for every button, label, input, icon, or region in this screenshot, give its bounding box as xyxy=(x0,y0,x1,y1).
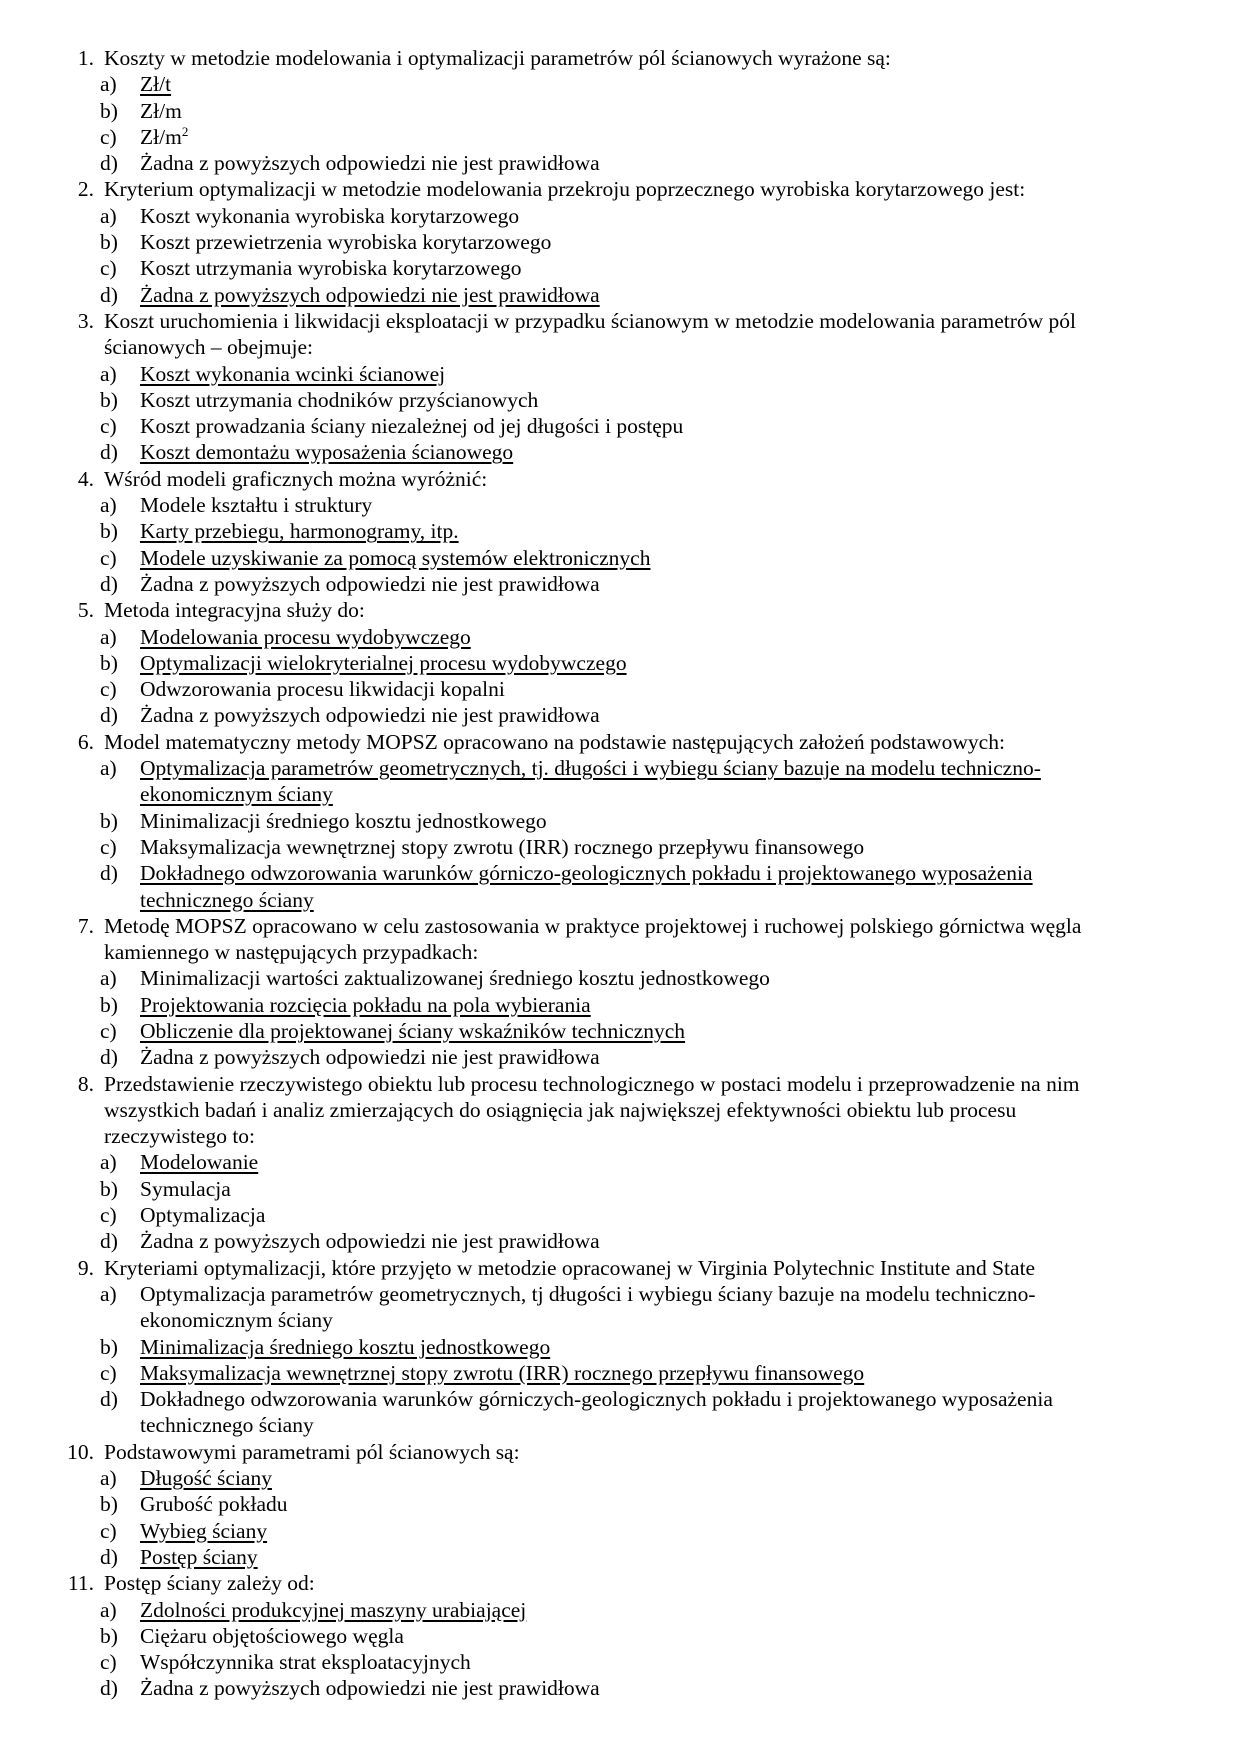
answer-letter: a) xyxy=(100,756,117,781)
answer-option-d xyxy=(0,702,1240,728)
answer-text: Maksymalizacja wewnętrznej stopy zwrotu (IRR) rocznego przepływu finansowego xyxy=(140,834,865,859)
question-3 xyxy=(0,308,1240,466)
answer-option-d xyxy=(0,1228,1240,1254)
answer-text-wrap xyxy=(140,545,1140,571)
answer-letter: a) xyxy=(100,966,117,991)
answer-letter: c) xyxy=(100,1518,117,1543)
answer-text-underlined: Postęp ściany xyxy=(140,1544,258,1569)
answer-letter: d) xyxy=(100,1387,118,1412)
answer-text: Koszt wykonania wyrobiska korytarzowego xyxy=(140,203,520,228)
answer-text-underlined: Optymalizacji wielokryterialnej procesu wydobywczego xyxy=(140,650,627,675)
question-7 xyxy=(0,913,1240,1071)
answer-letter: b) xyxy=(100,808,118,833)
answer-option-b xyxy=(0,229,1240,255)
answer-letter: a) xyxy=(100,72,117,97)
answer-option-d xyxy=(0,571,1240,597)
answer-option-c xyxy=(0,676,1240,702)
answer-option-c xyxy=(0,834,1240,860)
answer-option-b xyxy=(0,1176,1240,1202)
answer-letter: b) xyxy=(100,230,118,255)
answer-text-wrap xyxy=(140,1649,1140,1675)
answer-letter: c) xyxy=(100,1203,117,1228)
answer-text-wrap xyxy=(140,808,1140,834)
question-text: Podstawowymi parametrami pól ścianowych są: xyxy=(104,1439,520,1464)
answer-letter: c) xyxy=(100,1360,117,1385)
answer-letter: a) xyxy=(100,1281,117,1306)
answer-option-c xyxy=(0,1202,1240,1228)
answer-letter: b) xyxy=(100,650,118,675)
answer-text-underlined: Koszt demontażu wyposażenia ścianowego xyxy=(140,440,514,465)
question-line xyxy=(0,1570,1240,1596)
question-text: Koszty w metodzie modelowania i optymalizacji parametrów pól ścianowych wyrażone są: xyxy=(104,46,891,70)
answer-letter: d) xyxy=(100,1229,118,1254)
answer-text-wrap xyxy=(140,1518,1140,1544)
question-text: Przedstawienie rzeczywistego obiektu lub procesu technologicznego w postaci modelu i przeprowadzenie na nim wszystkich badań i analiz zmierzających do osiągnięcia jak największej efektywności obiektu lub procesu rzeczywistego to: xyxy=(104,1071,1080,1149)
question-line xyxy=(0,1071,1240,1150)
answer-text-wrap xyxy=(140,834,1140,860)
question-line xyxy=(0,913,1240,966)
answer-option-a xyxy=(0,1281,1240,1334)
answer-letter: a) xyxy=(100,1150,117,1175)
question-number: 6. xyxy=(77,729,94,754)
answer-text: Optymalizacja xyxy=(140,1203,266,1228)
answer-text: Żadna z powyższych odpowiedzi nie jest prawidłowa xyxy=(140,571,600,596)
answer-text-wrap xyxy=(140,650,1140,676)
answer-option-c xyxy=(0,1018,1240,1044)
answer-option-c xyxy=(0,413,1240,439)
answer-text-wrap xyxy=(140,439,1140,465)
answer-text-underlined: Długość ściany xyxy=(140,1466,272,1491)
question-number: 11. xyxy=(67,1571,94,1596)
answer-option-c xyxy=(0,1518,1240,1544)
question-text: Kryteriami optymalizacji, które przyjęto w metodzie opracowanej w Virginia Polytechnic Institute and State xyxy=(104,1255,1036,1280)
question-line xyxy=(0,729,1240,755)
answer-text: $Zł/m^2$ xyxy=(140,123,189,149)
answer-text: Koszt utrzymania chodników przyścianowych xyxy=(140,387,539,412)
answer-text-wrap xyxy=(140,1202,1140,1228)
answer-list xyxy=(0,71,1240,176)
answer-text-underlined: Projektowania rozcięcia pokładu na pola wybierania xyxy=(140,992,591,1017)
question-number: 7. xyxy=(77,913,94,938)
answer-option-d xyxy=(0,1386,1240,1439)
answer-option-d xyxy=(0,1044,1240,1070)
answer-text-underlined: Modelowania procesu wydobywczego xyxy=(140,624,471,649)
question-text: Wśród modeli graficznych można wyróżnić: xyxy=(104,466,488,491)
answer-letter: a) xyxy=(100,1466,117,1491)
question-number: 10. xyxy=(67,1439,94,1464)
answer-letter: c) xyxy=(100,834,117,859)
answer-letter: d) xyxy=(100,1544,118,1569)
question-line xyxy=(0,1255,1240,1281)
answer-text-wrap xyxy=(140,1044,1140,1070)
answer-letter: c) xyxy=(100,256,117,281)
answer-text-wrap xyxy=(140,1544,1140,1570)
answer-text-wrap xyxy=(140,1360,1140,1386)
answer-text-wrap xyxy=(140,492,1140,518)
answer-letter: d) xyxy=(100,440,118,465)
answer-text: Koszt prowadzania ściany niezależnej od jej długości i postępu xyxy=(140,414,684,439)
answer-option-b xyxy=(0,650,1240,676)
answer-letter: d) xyxy=(100,1045,118,1070)
question-4 xyxy=(0,466,1240,597)
answer-text-wrap xyxy=(140,1176,1140,1202)
answer-option-b xyxy=(0,1623,1240,1649)
answer-text-wrap xyxy=(140,860,1140,913)
question-number: 1. xyxy=(77,46,94,70)
answer-option-a xyxy=(0,624,1240,650)
answer-letter: b) xyxy=(100,992,118,1017)
answer-text: Żadna z powyższych odpowiedzi nie jest prawidłowa xyxy=(140,1676,600,1701)
superscript: 2 xyxy=(181,123,189,139)
answer-option-a xyxy=(0,1597,1240,1623)
answer-option-b xyxy=(0,387,1240,413)
answer-text-wrap xyxy=(140,1597,1140,1623)
answer-letter: c) xyxy=(100,414,117,439)
answer-text-wrap xyxy=(140,150,1140,176)
question-number: 8. xyxy=(77,1071,94,1096)
question-11 xyxy=(0,1570,1240,1701)
answer-letter: b) xyxy=(100,1334,118,1359)
answer-text: Ciężaru objętościowego węgla xyxy=(140,1623,404,1648)
answer-option-d xyxy=(0,150,1240,176)
answer-option-c xyxy=(0,124,1240,150)
answer-option-a xyxy=(0,203,1240,229)
answer-list xyxy=(0,755,1240,913)
answer-letter: d) xyxy=(100,703,118,728)
answer-letter: b) xyxy=(100,1176,118,1201)
answer-text-wrap xyxy=(140,1228,1140,1254)
question-list xyxy=(0,45,1240,1702)
answer-letter: b) xyxy=(100,1492,118,1517)
answer-letter: a) xyxy=(100,1597,117,1622)
question-2 xyxy=(0,176,1240,307)
answer-text-wrap xyxy=(140,124,1140,150)
question-line xyxy=(0,597,1240,623)
answer-letter: c) xyxy=(100,1018,117,1043)
answer-option-d xyxy=(0,282,1240,308)
answer-letter: b) xyxy=(100,98,118,123)
answer-option-d xyxy=(0,860,1240,913)
answer-option-b xyxy=(0,98,1240,124)
answer-text: Optymalizacja parametrów geometrycznych, tj długości i wybiegu ściany bazuje na modelu techniczno-ekonomicznym ściany xyxy=(140,1281,1036,1333)
question-text: Postęp ściany zależy od: xyxy=(104,1571,315,1596)
answer-letter: a) xyxy=(100,361,117,386)
question-line xyxy=(0,466,1240,492)
question-line xyxy=(0,45,1240,71)
answer-text-underlined: Koszt wykonania wcinki ścianowej xyxy=(140,361,446,386)
answer-text-wrap xyxy=(140,1623,1140,1649)
answer-text-wrap xyxy=(140,255,1140,281)
question-text: Metoda integracyjna służy do: xyxy=(104,598,365,623)
answer-option-b xyxy=(0,992,1240,1018)
answer-text-wrap xyxy=(140,1281,1140,1334)
answer-list xyxy=(0,1465,1240,1570)
question-8 xyxy=(0,1071,1240,1255)
answer-text-underlined: Żadna z powyższych odpowiedzi nie jest prawidłowa xyxy=(140,282,600,307)
answer-letter: c) xyxy=(100,124,117,149)
answer-text: Minimalizacji średniego kosztu jednostkowego xyxy=(140,808,547,833)
answer-list xyxy=(0,1149,1240,1254)
answer-text-wrap xyxy=(140,387,1140,413)
answer-option-d xyxy=(0,439,1240,465)
answer-option-a xyxy=(0,71,1240,97)
answer-text-wrap xyxy=(140,992,1140,1018)
answer-option-d xyxy=(0,1544,1240,1570)
answer-text-wrap xyxy=(140,965,1140,991)
question-number: 4. xyxy=(77,466,94,491)
answer-list xyxy=(0,624,1240,729)
answer-text: Żadna z powyższych odpowiedzi nie jest prawidłowa xyxy=(140,151,600,176)
question-1 xyxy=(0,45,1240,176)
answer-letter: b) xyxy=(100,1623,118,1648)
answer-text-wrap xyxy=(140,702,1140,728)
answer-text-wrap xyxy=(140,413,1140,439)
answer-text: Dokładnego odwzorowania warunków górniczych-geologicznych pokładu i projektowanego wyposażenia technicznego ściany xyxy=(140,1387,1053,1438)
answer-text-wrap xyxy=(140,755,1140,808)
answer-text-underlined: Maksymalizacja wewnętrznej stopy zwrotu (IRR) rocznego przepływu finansowego xyxy=(140,1360,865,1385)
answer-text: Koszt przewietrzenia wyrobiska korytarzowego xyxy=(140,230,552,255)
answer-letter: c) xyxy=(100,1650,117,1675)
question-5 xyxy=(0,597,1240,728)
answer-list xyxy=(0,1597,1240,1702)
question-line xyxy=(0,308,1240,361)
answer-text-wrap xyxy=(140,1334,1140,1360)
answer-text-underlined: Minimalizacja średniego kosztu jednostkowego xyxy=(140,1334,551,1359)
answer-list xyxy=(0,492,1240,597)
answer-letter: d) xyxy=(100,151,118,176)
answer-option-a xyxy=(0,1465,1240,1491)
answer-option-c xyxy=(0,255,1240,281)
answer-option-c xyxy=(0,1649,1240,1675)
answer-text-wrap xyxy=(140,571,1140,597)
answer-text-wrap xyxy=(140,203,1140,229)
answer-list xyxy=(0,361,1240,466)
answer-text: Żadna z powyższych odpowiedzi nie jest prawidłowa xyxy=(140,1045,600,1070)
answer-text-underlined: Dokładnego odwzorowania warunków górniczo-geologicznych pokładu i projektowanego wyposażenia technicznego ściany xyxy=(140,861,1033,912)
answer-letter: a) xyxy=(100,493,117,518)
answer-text-wrap xyxy=(140,624,1140,650)
answer-text-underlined: Zł/t xyxy=(140,72,172,97)
question-text: Metodę MOPSZ opracowano w celu zastosowania w praktyce projektowej i ruchowej polskiego górnictwa węgla kamiennego w następujących przypadkach: xyxy=(104,913,1082,965)
answer-text: Żadna z powyższych odpowiedzi nie jest prawidłowa xyxy=(140,703,600,728)
question-number: 9. xyxy=(77,1255,94,1280)
answer-text: Współczynnika strat eksploatacyjnych xyxy=(140,1650,471,1675)
answer-text: Symulacja xyxy=(140,1176,231,1201)
answer-list xyxy=(0,965,1240,1070)
answer-option-a xyxy=(0,1149,1240,1175)
answer-text-wrap xyxy=(140,282,1140,308)
answer-text: Odwzorowania procesu likwidacji kopalni xyxy=(140,677,505,702)
answer-letter: d) xyxy=(100,861,118,886)
question-text: Model matematyczny metody MOPSZ opracowano na podstawie następujących założeń podstawowych: xyxy=(104,729,1005,754)
question-9 xyxy=(0,1255,1240,1439)
answer-text-underlined: Wybieg ściany xyxy=(140,1518,268,1543)
answer-text: Modele kształtu i struktury xyxy=(140,493,373,518)
question-number: 3. xyxy=(77,308,94,333)
answer-option-b xyxy=(0,518,1240,544)
answer-text: Zł/m xyxy=(140,98,182,123)
answer-text: Koszt utrzymania wyrobiska korytarzowego xyxy=(140,256,522,281)
answer-letter: b) xyxy=(100,519,118,544)
answer-letter: a) xyxy=(100,203,117,228)
question-text: Koszt uruchomienia i likwidacji eksploatacji w przypadku ścianowym w metodzie modelowania parametrów pól ścianowych – obejmuje: xyxy=(104,308,1076,360)
answer-text-underlined: Modele uzyskiwanie za pomocą systemów elektronicznych xyxy=(140,545,651,570)
question-text: Kryterium optymalizacji w metodzie modelowania przekroju poprzecznego wyrobiska korytarzowego jest: xyxy=(104,177,1026,202)
answer-option-b xyxy=(0,808,1240,834)
answer-text-underlined: Optymalizacja parametrów geometrycznych, tj. długości i wybiegu ściany bazuje na modelu techniczno-ekonomicznym ściany xyxy=(140,756,1041,807)
answer-text-wrap xyxy=(140,1675,1140,1701)
answer-letter: d) xyxy=(100,282,118,307)
answer-text-wrap xyxy=(140,1386,1140,1439)
answer-text-wrap xyxy=(140,1018,1140,1044)
question-10 xyxy=(0,1439,1240,1570)
answer-letter: c) xyxy=(100,677,117,702)
answer-list xyxy=(0,203,1240,308)
answer-text-underlined: Obliczenie dla projektowanej ściany wskaźników technicznych xyxy=(140,1018,686,1043)
answer-text: Grubość pokładu xyxy=(140,1492,288,1517)
answer-option-b xyxy=(0,1491,1240,1517)
answer-list xyxy=(0,1281,1240,1439)
answer-option-a xyxy=(0,965,1240,991)
answer-text-wrap xyxy=(140,1149,1140,1175)
question-line xyxy=(0,1439,1240,1465)
answer-text-underlined: Zdolności produkcyjnej maszyny urabiającej xyxy=(140,1597,527,1622)
answer-letter: c) xyxy=(100,545,117,570)
answer-option-a xyxy=(0,492,1240,518)
question-number: 5. xyxy=(77,598,94,623)
answer-option-d xyxy=(0,1675,1240,1701)
answer-letter: d) xyxy=(100,571,118,596)
answer-option-c xyxy=(0,1360,1240,1386)
answer-option-a xyxy=(0,361,1240,387)
answer-text-wrap xyxy=(140,98,1140,124)
answer-text-wrap xyxy=(140,229,1140,255)
question-number: 2. xyxy=(77,177,94,202)
answer-text: Minimalizacji wartości zaktualizowanej średniego kosztu jednostkowego xyxy=(140,966,770,991)
answer-text-underlined: Karty przebiegu, harmonogramy, itp. xyxy=(140,519,459,544)
answer-text-underlined: Modelowanie xyxy=(140,1150,259,1175)
answer-letter: d) xyxy=(100,1676,118,1701)
answer-option-c xyxy=(0,545,1240,571)
answer-text-wrap xyxy=(140,1491,1140,1517)
answer-option-b xyxy=(0,1334,1240,1360)
answer-option-a xyxy=(0,755,1240,808)
answer-text-wrap xyxy=(140,1465,1140,1491)
answer-text-wrap xyxy=(140,518,1140,544)
answer-text-wrap xyxy=(140,361,1140,387)
answer-text-wrap xyxy=(140,71,1140,97)
answer-text: Żadna z powyższych odpowiedzi nie jest prawidłowa xyxy=(140,1229,600,1254)
answer-letter: a) xyxy=(100,624,117,649)
question-6 xyxy=(0,729,1240,913)
answer-text-wrap xyxy=(140,676,1140,702)
question-line xyxy=(0,176,1240,202)
answer-letter: b) xyxy=(100,387,118,412)
